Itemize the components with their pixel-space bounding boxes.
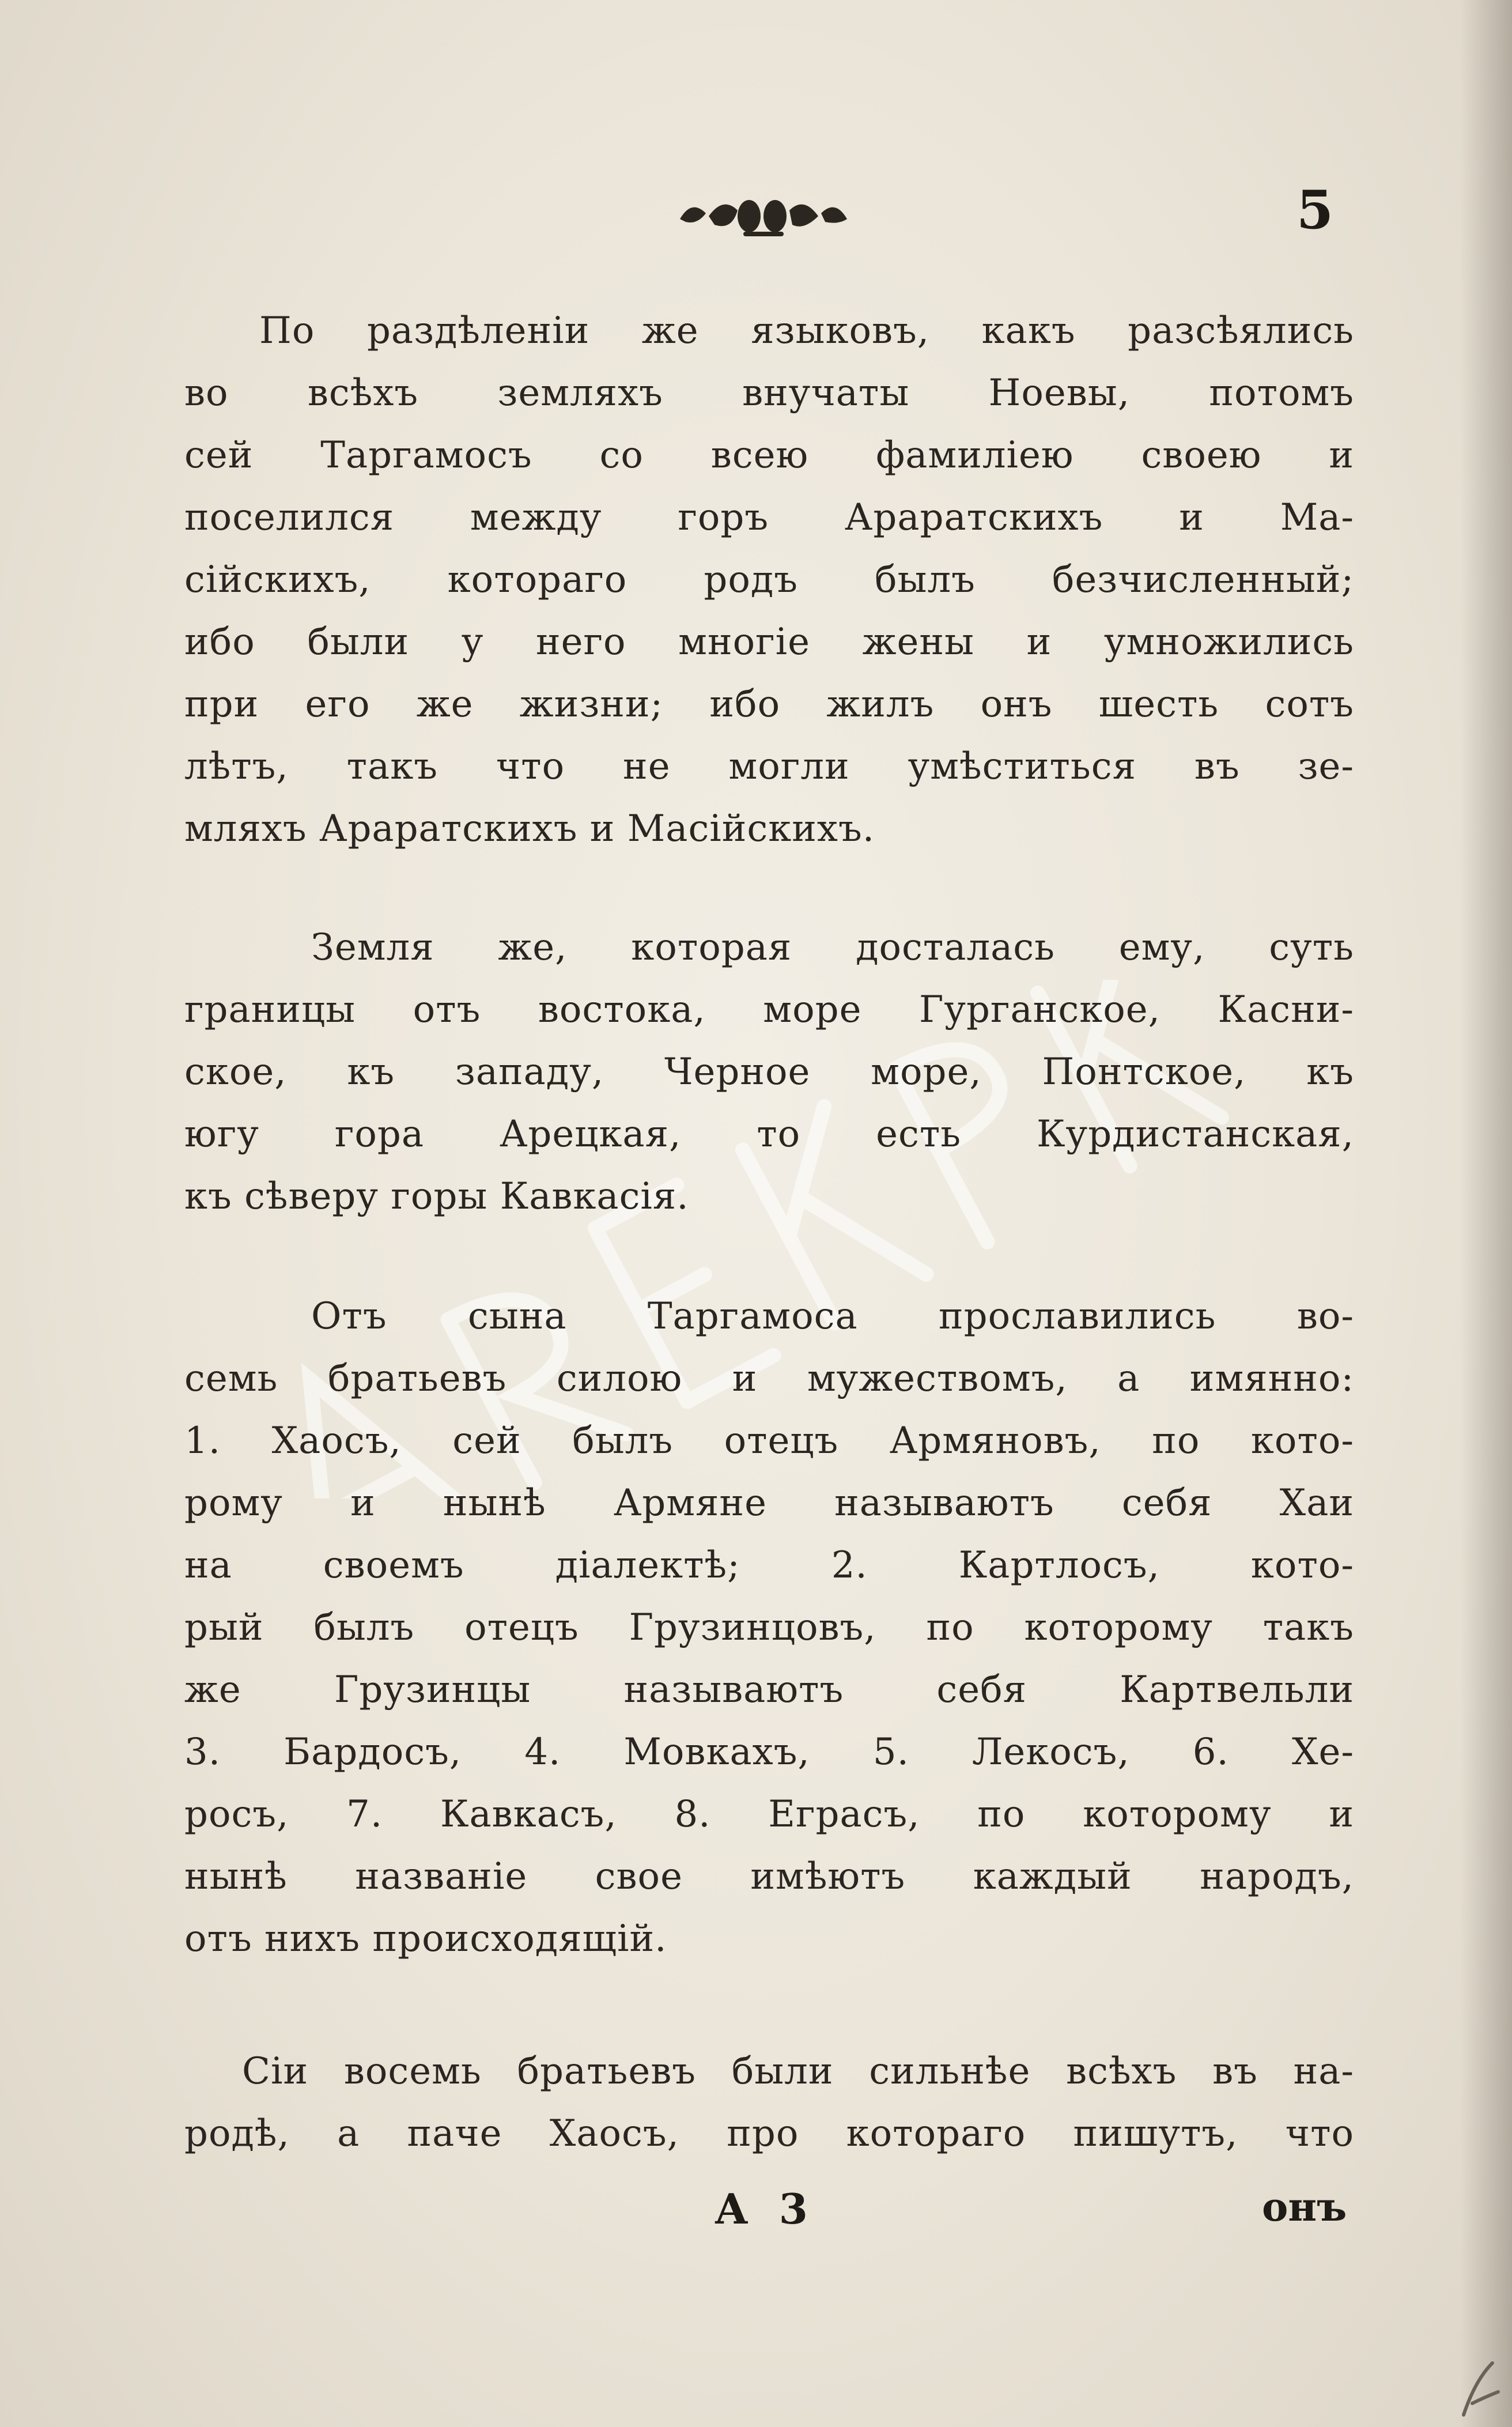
catchword: онъ bbox=[1262, 2184, 1347, 2230]
text-line: на своемъ дiалектѣ; 2. Картлосъ, кото- bbox=[184, 1544, 1354, 1587]
text-line: По раздѣленiи же языковъ, какъ разсѣялись bbox=[259, 309, 1354, 352]
text-line: Отъ сына Таргамоса прославились во- bbox=[311, 1295, 1354, 1338]
text-line: поселился между горъ Араратскихъ и Ма- bbox=[184, 496, 1354, 539]
page-number: 5 bbox=[1296, 179, 1334, 241]
text-line: границы отъ востока, море Гурганское, Касни- bbox=[184, 988, 1354, 1031]
text-line: семь братьевъ силою и мужествомъ, а имянно: bbox=[184, 1357, 1354, 1400]
text-line: лѣтъ, такъ что не могли умѣститься въ зе- bbox=[184, 745, 1354, 788]
paragraph-2 bbox=[184, 916, 1354, 1228]
paragraph-3 bbox=[184, 1285, 1354, 1970]
text-line: родѣ, а паче Хаосъ, про котораго пишутъ, что bbox=[184, 2112, 1354, 2155]
text-line: рый былъ отецъ Грузинцовъ, по которому такъ bbox=[184, 1606, 1354, 1649]
paragraph-4 bbox=[184, 2040, 1354, 2165]
text-line: 1. Хаосъ, сей былъ отецъ Армяновъ, по кото- bbox=[184, 1420, 1354, 1462]
corner-pencil-mark bbox=[1452, 2357, 1504, 2421]
page-edge-shadow bbox=[1460, 0, 1512, 2427]
text-line: ибо были у него многiе жены и умножились bbox=[184, 621, 1354, 663]
text-line: рому и нынѣ Армяне называютъ себя Хаи bbox=[184, 1482, 1354, 1524]
text-line: же Грузинцы называютъ себя Картвельли bbox=[184, 1669, 1354, 1711]
header-ornament bbox=[674, 190, 853, 242]
text-line: отъ нихъ происходящiй. bbox=[184, 1918, 667, 1960]
text-line: сiйскихъ, котораго родъ былъ безчисленный; bbox=[184, 558, 1354, 601]
text-line: ское, къ западу, Черное море, Понтское, къ bbox=[184, 1051, 1354, 1093]
text-line: при его же жизни; ибо жилъ онъ шесть сотъ bbox=[184, 683, 1354, 726]
text-line: во всѣхъ земляхъ внучаты Ноевы, потомъ bbox=[184, 372, 1354, 414]
text-line: Сiи восемь братьевъ были сильнѣе всѣхъ въ на- bbox=[242, 2050, 1354, 2093]
paragraph-1 bbox=[184, 300, 1354, 860]
text-line: росъ, 7. Кавкасъ, 8. Еграсъ, по которому и bbox=[184, 1793, 1354, 1836]
text-line: къ сѣверу горы Кавкасiя. bbox=[184, 1175, 689, 1218]
text-line: сей Таргамосъ со всею фамилiею своею и bbox=[184, 434, 1354, 477]
text-line: нынѣ названiе свое имѣютъ каждый народъ, bbox=[184, 1855, 1354, 1898]
text-line: мляхъ Араратскихъ и Масiйскихъ. bbox=[184, 807, 875, 850]
text-line: югу гора Арецкая, то есть Курдистанская, bbox=[184, 1113, 1354, 1156]
signature-mark: А 3 bbox=[715, 2184, 816, 2233]
text-line: Земля же, которая досталась ему, суть bbox=[311, 926, 1354, 969]
text-line: 3. Бардосъ, 4. Мовкахъ, 5. Лекосъ, 6. Хе- bbox=[184, 1731, 1354, 1773]
